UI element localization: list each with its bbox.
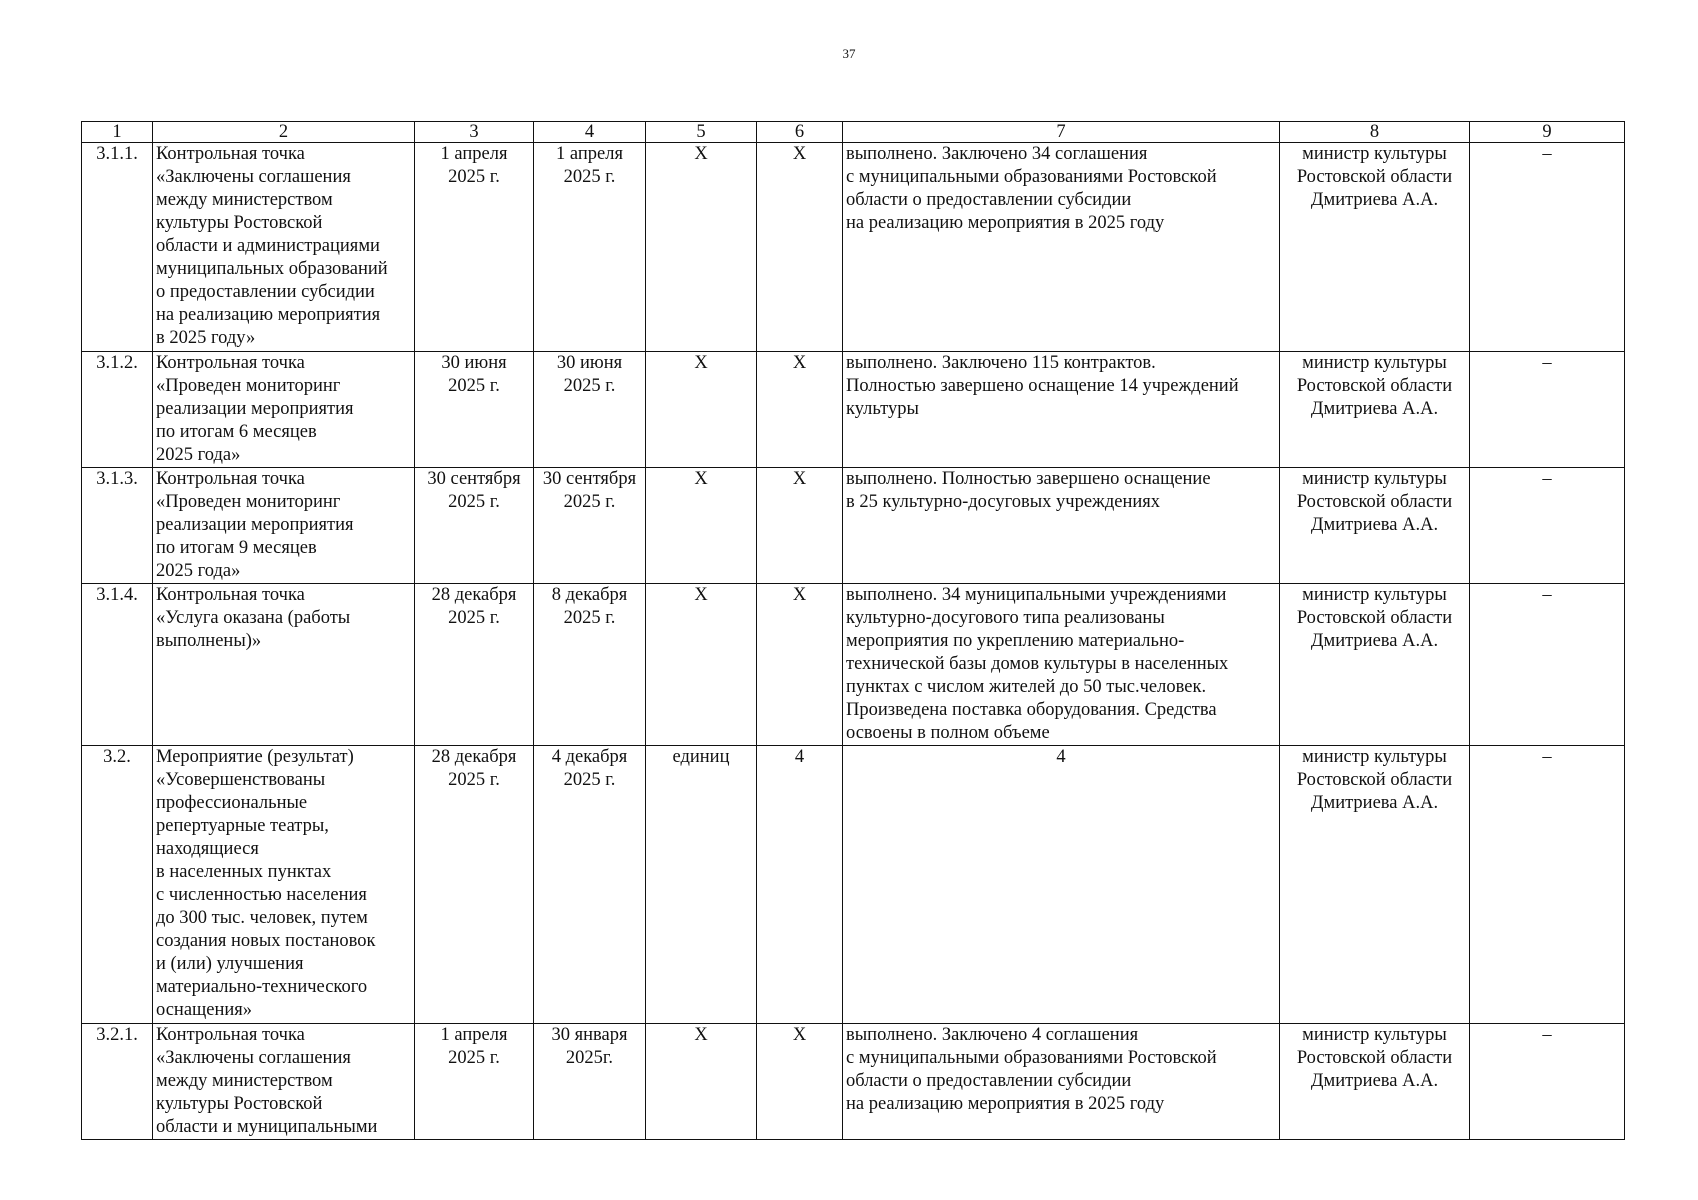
status-cell: выполнено. Заключено 115 контрактов. Полностью завершено оснащение 14 учреждений культуры xyxy=(843,352,1280,468)
column-number: 6 xyxy=(757,122,843,143)
dash-cell: – xyxy=(1470,468,1625,584)
column-number: 8 xyxy=(1280,122,1470,143)
report-table xyxy=(81,121,1625,1140)
plan-date: 28 декабря 2025 г. xyxy=(415,746,534,1024)
plan-date: 1 апреля 2025 г. xyxy=(415,143,534,352)
responsible-cell: министр культуры Ростовской области Дмитриева А.А. xyxy=(1280,468,1470,584)
status-cell: выполнено. Заключено 34 соглашения с муниципальными образованиями Ростовской области о предоставлении субсидии на реализацию мероприятия в 2025 году xyxy=(843,143,1280,352)
unit-cell: Х xyxy=(646,584,757,746)
responsible-cell: министр культуры Ростовской области Дмитриева А.А. xyxy=(1280,143,1470,352)
value-cell: Х xyxy=(757,1024,843,1140)
plan-date: 1 апреля 2025 г. xyxy=(415,1024,534,1140)
status-cell: выполнено. Заключено 4 соглашения с муниципальными образованиями Ростовской области о предоставлении субсидии на реализацию мероприятия в 2025 году xyxy=(843,1024,1280,1140)
plan-date: 30 сентября 2025 г. xyxy=(415,468,534,584)
responsible-cell: министр культуры Ростовской области Дмитриева А.А. xyxy=(1280,584,1470,746)
column-number: 4 xyxy=(534,122,646,143)
unit-cell: Х xyxy=(646,143,757,352)
row-number: 3.1.3. xyxy=(82,468,153,584)
status-cell: 4 xyxy=(843,746,1280,1024)
column-number: 9 xyxy=(1470,122,1625,143)
table-row xyxy=(82,143,1625,352)
row-title: Контрольная точка «Услуга оказана (работы выполнены)» xyxy=(153,584,415,746)
value-cell: Х xyxy=(757,468,843,584)
row-title: Контрольная точка «Заключены соглашения между министерством культуры Ростовской области и муниципальными xyxy=(153,1024,415,1140)
row-number: 3.1.1. xyxy=(82,143,153,352)
status-cell: выполнено. 34 муниципальными учреждениями культурно-досугового типа реализованы мероприятия по укреплению материально- технической базы домов культуры в населенных пунктах с числом жителей до 50 тыс.человек. Произведена поставка оборудования. Средства освоены в полном объеме xyxy=(843,584,1280,746)
table-row xyxy=(82,468,1625,584)
column-number: 7 xyxy=(843,122,1280,143)
plan-date: 30 июня 2025 г. xyxy=(415,352,534,468)
unit-cell: Х xyxy=(646,468,757,584)
fact-date: 30 сентября 2025 г. xyxy=(534,468,646,584)
row-number: 3.1.2. xyxy=(82,352,153,468)
status-cell: выполнено. Полностью завершено оснащение в 25 культурно-досуговых учреждениях xyxy=(843,468,1280,584)
table-row xyxy=(82,746,1625,1024)
page-number: 37 xyxy=(842,46,856,61)
value-cell: Х xyxy=(757,352,843,468)
row-number: 3.2. xyxy=(82,746,153,1024)
value-cell: 4 xyxy=(757,746,843,1024)
value-cell: Х xyxy=(757,584,843,746)
fact-date: 4 декабря 2025 г. xyxy=(534,746,646,1024)
column-number: 2 xyxy=(153,122,415,143)
row-title: Контрольная точка «Проведен мониторинг реализации мероприятия по итогам 9 месяцев 2025 года» xyxy=(153,468,415,584)
responsible-cell: министр культуры Ростовской области Дмитриева А.А. xyxy=(1280,746,1470,1024)
row-title: Контрольная точка «Проведен мониторинг реализации мероприятия по итогам 6 месяцев 2025 года» xyxy=(153,352,415,468)
unit-cell: Х xyxy=(646,1024,757,1140)
row-title: Контрольная точка «Заключены соглашения между министерством культуры Ростовской области и администрациями муниципальных образований о предоставлении субсидии на реализацию мероприятия в 2025 году» xyxy=(153,143,415,352)
row-number: 3.1.4. xyxy=(82,584,153,746)
column-number: 3 xyxy=(415,122,534,143)
column-number-row xyxy=(82,122,1625,143)
fact-date: 1 апреля 2025 г. xyxy=(534,143,646,352)
fact-date: 30 июня 2025 г. xyxy=(534,352,646,468)
dash-cell: – xyxy=(1470,746,1625,1024)
value-cell: Х xyxy=(757,143,843,352)
unit-cell: Х xyxy=(646,352,757,468)
responsible-cell: министр культуры Ростовской области Дмитриева А.А. xyxy=(1280,1024,1470,1140)
dash-cell: – xyxy=(1470,352,1625,468)
plan-date: 28 декабря 2025 г. xyxy=(415,584,534,746)
unit-cell: единиц xyxy=(646,746,757,1024)
row-title: Мероприятие (результат) «Усовершенствованы профессиональные репертуарные театры, находящиеся в населенных пунктах с численностью населения до 300 тыс. человек, путем создания новых постановок и (или) улучшения материально-технического оснащения» xyxy=(153,746,415,1024)
fact-date: 30 января 2025г. xyxy=(534,1024,646,1140)
dash-cell: – xyxy=(1470,584,1625,746)
dash-cell: – xyxy=(1470,1024,1625,1140)
dash-cell: – xyxy=(1470,143,1625,352)
responsible-cell: министр культуры Ростовской области Дмитриева А.А. xyxy=(1280,352,1470,468)
table-row xyxy=(82,1024,1625,1140)
row-number: 3.2.1. xyxy=(82,1024,153,1140)
table-row xyxy=(82,352,1625,468)
column-number: 1 xyxy=(82,122,153,143)
column-number: 5 xyxy=(646,122,757,143)
fact-date: 8 декабря 2025 г. xyxy=(534,584,646,746)
table-row xyxy=(82,584,1625,746)
